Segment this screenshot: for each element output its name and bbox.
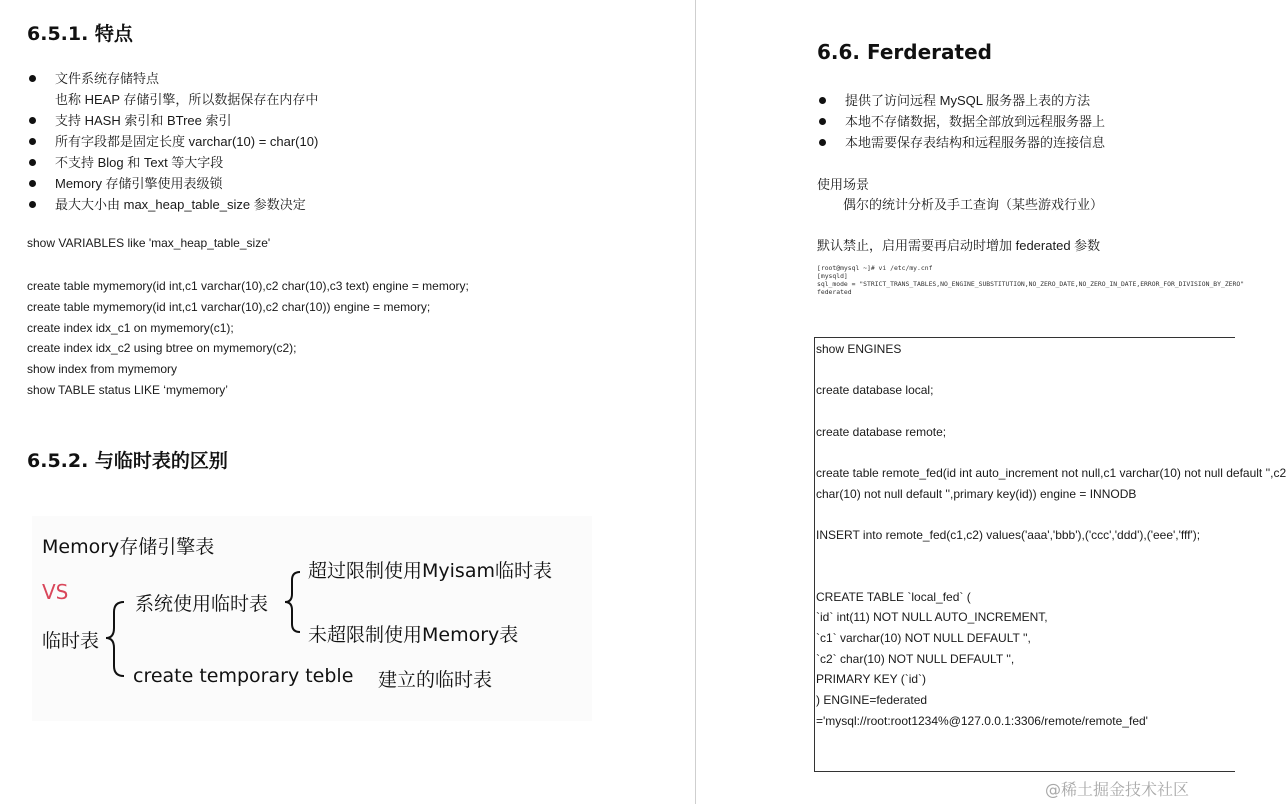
code-line: create database local; bbox=[816, 383, 934, 397]
list-item bbox=[27, 194, 318, 215]
code-line: create database remote; bbox=[816, 425, 947, 439]
diagram-create-temp-label: create temporary teble bbox=[133, 665, 354, 687]
bullet-icon bbox=[29, 201, 36, 208]
federated-features-list bbox=[817, 90, 1105, 153]
bullet-icon bbox=[819, 139, 826, 146]
list-item-text: 本地不存储数据，数据全部放到远程服务器上 bbox=[845, 114, 1106, 129]
list-item-subtext: 也称 HEAP 存储引擎，所以数据保存在内存中 bbox=[55, 92, 319, 107]
list-item bbox=[27, 152, 318, 173]
bullet-icon bbox=[29, 180, 36, 187]
list-item-text: 文件系统存储特点 bbox=[55, 71, 160, 86]
watermark: @稀土掘金技术社区 bbox=[1045, 780, 1190, 799]
list-item bbox=[27, 173, 318, 194]
list-item-text: 不支持 Blog 和 Text 等大字段 bbox=[55, 155, 224, 170]
code-line: show index from mymemory bbox=[27, 362, 178, 377]
list-item-text: Memory 存储引擎使用表级锁 bbox=[55, 176, 223, 191]
code-line: `id` int(11) NOT NULL AUTO_INCREMENT, bbox=[816, 610, 1048, 624]
code-line: `c1` varchar(10) NOT NULL DEFAULT '', bbox=[816, 631, 1031, 645]
list-item bbox=[817, 111, 1105, 132]
diagram-system-temp-label: 系统使用临时表 bbox=[135, 593, 269, 615]
usage-title: 使用场景 bbox=[817, 177, 870, 192]
list-item bbox=[27, 110, 318, 131]
code-line: create table remote_fed(id int auto_increment not null,c1 varchar(10) not null default '',c2 bbox=[816, 466, 1286, 480]
section-heading-federated: 6.6. Ferderated bbox=[817, 40, 992, 64]
code-line: create index idx_c2 using btree on mymemory(c2); bbox=[27, 341, 297, 356]
diagram-vs-label: VS bbox=[42, 580, 69, 604]
memory-sql-code bbox=[27, 276, 469, 401]
config-line: [mysqld] bbox=[817, 272, 848, 280]
brace-main bbox=[106, 602, 124, 676]
diagram-create-temp-cn-label: 建立的临时表 bbox=[378, 669, 493, 691]
diagram-temp-table-label: 临时表 bbox=[42, 630, 100, 652]
page-divider bbox=[695, 0, 696, 804]
code-line: PRIMARY KEY (`id`) bbox=[816, 672, 927, 686]
code-line: show ENGINES bbox=[816, 342, 902, 356]
list-item-text: 支持 HASH 索引和 BTree 索引 bbox=[55, 113, 232, 128]
memory-vs-temp-table-diagram bbox=[32, 516, 592, 721]
config-line: federated bbox=[817, 288, 852, 296]
right-page bbox=[697, 0, 1286, 804]
config-line: [root@mysql ~]# vi /etc/my.cnf bbox=[817, 264, 933, 272]
federated-sql-box bbox=[814, 337, 1286, 772]
list-item bbox=[27, 131, 318, 152]
code-line: create table mymemory(id int,c1 varchar(10),c2 char(10),c3 text) engine = memory; bbox=[27, 279, 469, 293]
brace-system bbox=[285, 572, 300, 632]
show-variables-command: show VARIABLES like 'max_heap_table_size' bbox=[27, 236, 271, 250]
default-note: 默认禁止，启用需要再启动时增加 federated 参数 bbox=[817, 238, 1101, 253]
list-item-text: 提供了访问远程 MySQL 服务器上表的方法 bbox=[845, 93, 1091, 108]
list-item bbox=[817, 90, 1105, 111]
code-line: ) ENGINE=federated bbox=[816, 693, 928, 707]
code-line: create table mymemory(id int,c1 varchar(10),c2 char(10)) engine = memory; bbox=[27, 299, 431, 314]
code-line: ='mysql://root:root1234%@127.0.0.1:3306/remote/remote_fed' bbox=[816, 714, 1148, 728]
section-heading-features: 6.5.1. 特点 bbox=[27, 23, 133, 45]
mycnf-config-snippet bbox=[817, 264, 1244, 296]
code-line: INSERT into remote_fed(c1,c2) values('aaa','bbb'),('ccc','ddd'),('eee','fff'); bbox=[816, 528, 1201, 542]
code-line: char(10) not null default '',primary key(id)) engine = INNODB bbox=[816, 487, 1137, 501]
code-line: `c2` char(10) NOT NULL DEFAULT '', bbox=[816, 652, 1015, 666]
bullet-icon bbox=[29, 138, 36, 145]
bullet-icon bbox=[29, 117, 36, 124]
features-list bbox=[27, 68, 318, 215]
usage-text: 偶尔的统计分析及手工查询（某些游戏行业） bbox=[843, 197, 1104, 212]
code-line: create index idx_c1 on mymemory(c1); bbox=[27, 320, 234, 335]
bullet-icon bbox=[29, 159, 36, 166]
bullet-icon bbox=[29, 75, 36, 82]
code-line: show TABLE status LIKE ‘mymemory’ bbox=[27, 382, 228, 397]
diagram-under-limit-label: 未超限制使用Memory表 bbox=[308, 624, 519, 646]
list-item-text: 所有字段都是固定长度 varchar(10) = char(10) bbox=[55, 134, 319, 149]
config-line: sql_mode = "STRICT_TRANS_TABLES,NO_ENGINE_SUBSTITUTION,NO_ZERO_DATE,NO_ZERO_IN_DATE,ERROR_FOR_DIVISION_BY_ZERO" bbox=[817, 280, 1245, 288]
list-item-text: 本地需要保存表结构和远程服务器的连接信息 bbox=[845, 135, 1106, 150]
diagram-over-limit-label: 超过限制使用Myisam临时表 bbox=[308, 560, 552, 582]
section-heading-temp-table-diff: 6.5.2. 与临时表的区别 bbox=[27, 450, 228, 472]
code-line: CREATE TABLE `local_fed` ( bbox=[816, 590, 971, 604]
list-item bbox=[27, 68, 318, 110]
list-item bbox=[817, 132, 1105, 153]
diagram-memory-label: Memory存储引擎表 bbox=[42, 536, 215, 558]
bullet-icon bbox=[819, 97, 826, 104]
bullet-icon bbox=[819, 118, 826, 125]
list-item-text: 最大大小由 max_heap_table_size 参数决定 bbox=[55, 197, 306, 212]
